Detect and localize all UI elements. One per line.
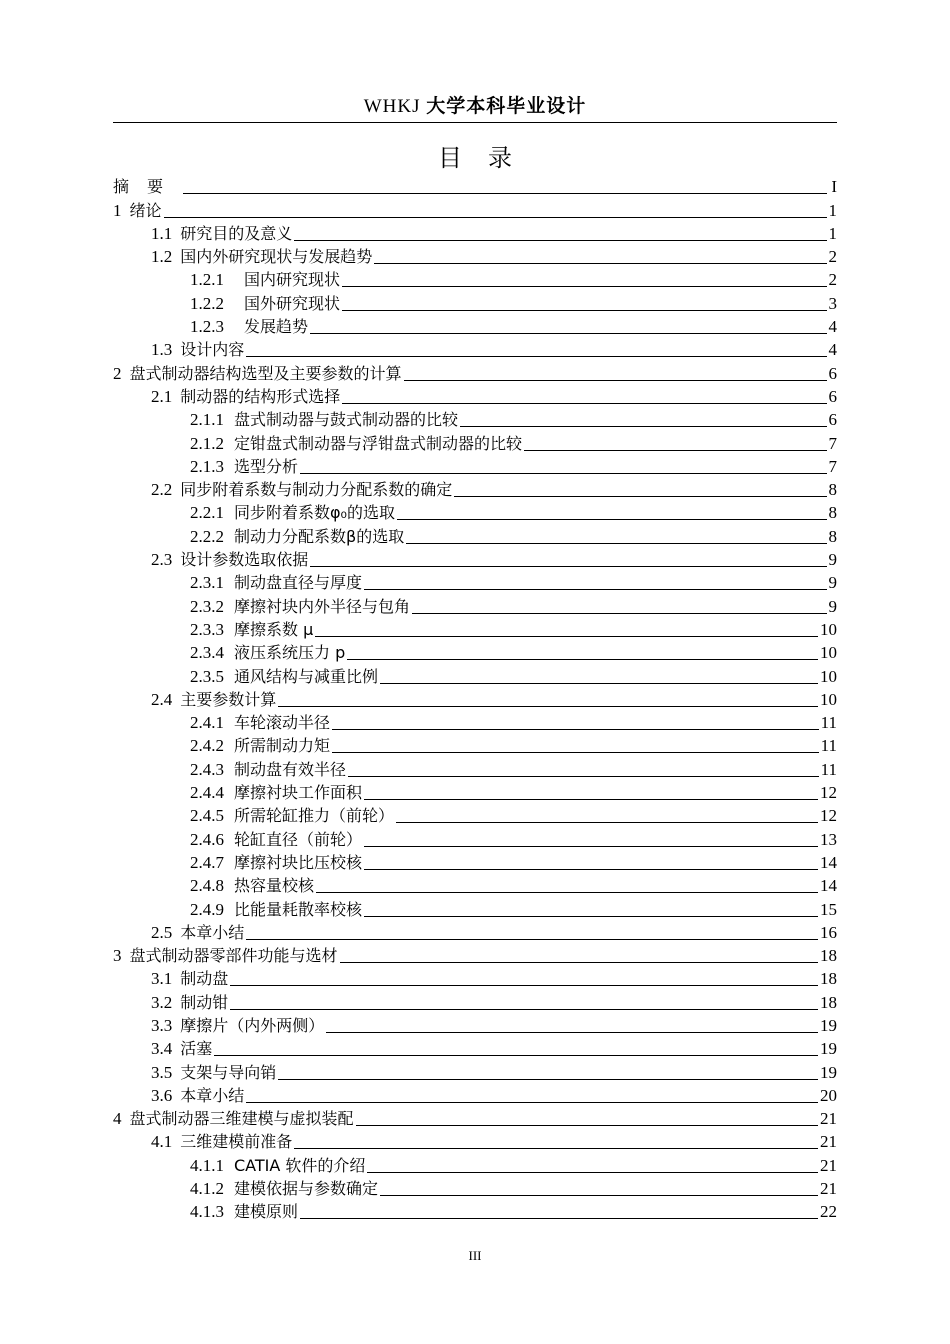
toc-entry[interactable] [113,384,837,407]
toc-entry-label: 国内研究现状 [244,270,341,290]
toc-entry-number: 3.3 [151,1015,173,1035]
toc-entry-number: 2.4 [151,689,173,709]
toc-leader-line [380,682,818,684]
toc-entry-label: 通风结构与减重比例 [234,666,379,686]
toc-entry-label: 设计参数选取依据 [180,550,309,570]
toc-entry[interactable] [113,290,837,313]
toc-entry-number: 2.4.9 [190,899,224,919]
toc-entry-number: 2.1.3 [190,456,224,476]
toc-leader-line [364,868,818,870]
toc-entry[interactable] [113,221,837,244]
toc-entry-page: 12 [820,783,837,803]
toc-entry[interactable] [113,896,837,919]
toc-leader-line [183,192,827,194]
toc-entry-label: 比能量耗散率校核 [234,899,363,919]
toc-entry[interactable] [113,593,837,616]
toc-entry-page: 15 [820,899,837,919]
toc-leader-line [348,775,819,777]
toc-entry-label: 设计内容 [180,340,245,360]
toc-entry-label: 摩擦系数 μ [234,619,314,639]
toc-leader-line [524,449,826,451]
toc-leader-line [300,472,826,474]
toc-entry-number: 1.2.1 [190,270,224,290]
toc-entry-page: I [831,177,837,197]
toc-leader-line [406,542,826,544]
toc-entry[interactable] [113,407,837,430]
toc-entry-page: 8 [828,526,837,546]
toc-entry-page: 18 [820,946,837,966]
toc-entry-page: 6 [828,410,837,430]
toc-entry-number: 3.4 [151,1039,173,1059]
toc-entry-number: 2.4.1 [190,713,224,733]
toc-entry[interactable] [113,989,837,1012]
toc-entry-page: 19 [820,1039,837,1059]
toc-entry-label: 车轮滚动半径 [234,713,331,733]
toc-entry-label: 同步附着系数与制动力分配系数的确定 [180,480,453,500]
toc-entry-page: 7 [828,433,837,453]
toc-entry-page: 9 [828,550,837,570]
toc-entry-page: 21 [820,1179,837,1199]
toc-entry[interactable] [113,570,837,593]
toc-leader-line [396,821,818,823]
toc-entry-number: 3.6 [151,1085,173,1105]
toc-entry-label: 制动器的结构形式选择 [180,386,341,406]
toc-entry-label: 摘要 [113,177,182,197]
toc-entry-number: 2.4.8 [190,876,224,896]
toc-entry-page: 19 [820,1015,837,1035]
toc-entry-number: 1.2.3 [190,317,224,337]
toc-entry-page: 10 [820,619,837,639]
toc-entry-number: 2.2 [151,480,173,500]
toc-entry-label: 热容量校核 [234,876,315,896]
toc-entry[interactable] [113,197,837,220]
toc-leader-line [364,845,818,847]
toc-leader-line [380,1194,818,1196]
toc-entry-number: 1 [113,200,122,220]
toc-leader-line [404,379,827,381]
toc-entry-number: 1.2.2 [190,293,224,313]
toc-entry-label: 摩擦衬块工作面积 [234,783,363,803]
toc-entry-number: 3.2 [151,992,173,1012]
toc-entry[interactable] [113,710,837,733]
toc-entry-number: 2.4.3 [190,759,224,779]
toc-entry[interactable] [113,943,837,966]
toc-entry-number: 2.3 [151,550,173,570]
toc-entry-label: 液压系统压力 p [234,643,346,663]
toc-entry-page: 2 [828,270,837,290]
toc-entry[interactable] [113,1106,837,1129]
toc-entry-page: 14 [820,852,837,872]
toc-leader-line [315,635,818,637]
toc-entry-page: 11 [820,736,837,756]
toc-entry-page: 16 [820,922,837,942]
toc-entry-label: 轮缸直径（前轮） [234,829,363,849]
toc-entry-page: 10 [820,643,837,663]
toc-entry[interactable] [113,1059,837,1082]
toc-entry-number: 2.4.2 [190,736,224,756]
toc-entry-page: 7 [828,456,837,476]
toc-leader-line [164,216,827,218]
toc-entry-label: 发展趋势 [244,317,309,337]
toc-leader-line [278,1078,818,1080]
toc-entry-number: 2.3.4 [190,643,224,663]
toc-entry-label: 制动盘 [180,969,229,989]
toc-entry-label: 制动盘有效半径 [234,759,347,779]
header-title [364,96,587,117]
toc-entry-page: 9 [828,573,837,593]
toc-entry[interactable] [113,267,837,290]
toc-entry[interactable] [113,687,837,710]
toc-entry-page: 3 [828,293,837,313]
toc-leader-line [342,285,826,287]
toc-leader-line [374,262,826,264]
toc-leader-line [340,961,818,963]
toc-leader-line [310,565,826,567]
toc-leader-line [246,355,826,357]
toc-leader-line [397,518,827,520]
toc-entry[interactable] [113,523,837,546]
toc-entry[interactable] [113,430,837,453]
toc-entry[interactable] [113,1176,837,1199]
toc-entry-page: 2 [828,247,837,267]
toc-entry-number: 4.1.1 [190,1155,224,1175]
toc-entry-number: 2.3.2 [190,596,224,616]
toc-entry[interactable] [113,1013,837,1036]
header-cjk: 大学本科毕业设计 [426,95,587,117]
toc-entry-page: 8 [828,503,837,523]
toc-entry-page: 21 [820,1155,837,1175]
toc-entry[interactable] [113,500,837,523]
toc-entry-label: 国外研究现状 [244,293,341,313]
toc-entry[interactable] [113,966,837,989]
toc-entry[interactable] [113,244,837,267]
toc-leader-line [356,1124,818,1126]
toc-entry[interactable] [113,314,837,337]
toc-entry-label: 本章小结 [180,922,245,942]
toc-entry-number: 3.5 [151,1062,173,1082]
toc-entry-page: 10 [820,689,837,709]
toc-entry-label: 盘式制动器零部件功能与选材 [129,946,338,966]
toc-entry-label: 活塞 [180,1039,213,1059]
toc-leader-line [214,1054,818,1056]
toc-leader-line [342,402,826,404]
toc-entry[interactable] [113,850,837,873]
toc-entry-number: 1.3 [151,340,173,360]
toc-entry-label: 建模原则 [234,1202,299,1222]
toc-entry-page: 22 [820,1202,837,1222]
toc-entry-page: 19 [820,1062,837,1082]
toc-entry-page: 13 [820,829,837,849]
toc-entry[interactable] [113,780,837,803]
toc-entry[interactable] [113,360,837,383]
toc-leader-line [454,495,826,497]
toc-entry-page: 20 [820,1085,837,1105]
toc-entry-number: 2.2.2 [190,526,224,546]
toc-leader-line [316,891,818,893]
toc-entry-label: 同步附着系数φ₀的选取 [234,503,395,523]
toc-leader-line [342,309,826,311]
toc-entry-number: 2 [113,363,122,383]
page-header [113,92,837,123]
toc-entry[interactable] [113,617,837,640]
toc-entry-number: 4 [113,1109,122,1129]
toc-title: 目录 [438,144,538,172]
toc-entry-label: 盘式制动器三维建模与虚拟装配 [129,1109,354,1129]
toc-entry[interactable] [113,1199,837,1222]
toc-entry-label: 主要参数计算 [180,689,277,709]
toc-leader-line [460,425,826,427]
toc-entry-page: 11 [820,759,837,779]
toc-entry-number: 4.1.3 [190,1202,224,1222]
toc-entry-number: 4.1.2 [190,1179,224,1199]
toc-entry-page: 11 [820,713,837,733]
toc-entry-page: 14 [820,876,837,896]
toc-entry-page: 18 [820,992,837,1012]
toc-entry[interactable] [113,1036,837,1059]
toc-entry-number: 2.3.5 [190,666,224,686]
toc-leader-line [230,984,818,986]
toc-entry-page: 21 [820,1132,837,1152]
toc-leader-line [230,1008,818,1010]
toc-leader-line [364,915,818,917]
toc-entry-number: 1.2 [151,247,173,267]
toc-entry-number: 2.1.2 [190,433,224,453]
toc-entry-number: 2.4.7 [190,852,224,872]
toc-entry-number: 2.5 [151,922,173,942]
toc-leader-line [364,588,826,590]
toc-entry-number: 1.1 [151,223,173,243]
toc-entry-page: 8 [828,480,837,500]
toc-entry-label: 定钳盘式制动器与浮钳盘式制动器的比较 [234,433,523,453]
toc-entry-label: 研究目的及意义 [180,223,293,243]
toc-entry-number: 2.3.1 [190,573,224,593]
toc-entry[interactable] [113,174,837,197]
toc-leader-line [367,1171,818,1173]
toc-entry-label: 制动钳 [180,992,229,1012]
toc-entry[interactable] [113,826,837,849]
toc-entry-label: 所需轮缸推力（前轮） [234,806,395,826]
toc-entry[interactable] [113,1152,837,1175]
toc-entry-page: 12 [820,806,837,826]
toc-leader-line [412,612,826,614]
toc-entry-label: 制动力分配系数β的选取 [234,526,405,546]
toc-entry-label: 本章小结 [180,1085,245,1105]
toc-entry-page: 9 [828,596,837,616]
toc-entry-label: 绪论 [129,200,162,220]
toc-entry-page: 4 [828,317,837,337]
toc-entry-page: 6 [828,386,837,406]
toc-leader-line [300,1217,818,1219]
toc-entry-page: 1 [828,200,837,220]
toc-entry-label: 摩擦衬块比压校核 [234,852,363,872]
toc-entry[interactable] [113,873,837,896]
toc-leader-line [294,1147,818,1149]
toc-entry-label: 盘式制动器结构选型及主要参数的计算 [129,363,402,383]
toc-leader-line [332,728,819,730]
toc-leader-line [246,1101,818,1103]
toc-entry[interactable] [113,477,837,500]
toc-entry-number: 2.3.3 [190,619,224,639]
toc-entry[interactable] [113,733,837,756]
toc-entry-label: 选型分析 [234,456,299,476]
toc-entry-number: 2.4.4 [190,783,224,803]
toc-entry-number: 2.4.5 [190,806,224,826]
toc-leader-line [246,938,818,940]
table-of-contents [113,174,837,1222]
toc-entry-label: 支架与导向销 [180,1062,277,1082]
toc-leader-line [294,239,826,241]
toc-entry-label: 建模依据与参数确定 [234,1179,379,1199]
toc-entry-page: 6 [828,363,837,383]
toc-leader-line [364,798,818,800]
toc-entry-label: 制动盘直径与厚度 [234,573,363,593]
toc-leader-line [310,332,826,334]
toc-entry-page: 21 [820,1109,837,1129]
toc-entry[interactable] [113,663,837,686]
toc-entry[interactable] [113,640,837,663]
toc-entry-page: 4 [828,340,837,360]
toc-entry-page: 10 [820,666,837,686]
toc-entry-label: 摩擦衬块内外半径与包角 [234,596,411,616]
toc-entry[interactable] [113,1129,837,1152]
toc-entry[interactable] [113,1083,837,1106]
toc-leader-line [347,658,818,660]
toc-entry-number: 2.4.6 [190,829,224,849]
toc-entry-label: 国内外研究现状与发展趋势 [180,247,373,267]
toc-entry-label: 三维建模前准备 [180,1132,293,1152]
toc-entry[interactable] [113,454,837,477]
toc-entry-number: 3 [113,946,122,966]
toc-entry-number: 2.2.1 [190,503,224,523]
toc-entry-label: CATIA 软件的介绍 [234,1155,366,1175]
header-latin: WHKJ [363,96,421,117]
toc-entry[interactable] [113,803,837,826]
toc-entry-number: 2.1 [151,386,173,406]
toc-leader-line [326,1031,818,1033]
toc-entry-label: 所需制动力矩 [234,736,331,756]
toc-entry-label: 盘式制动器与鼓式制动器的比较 [234,410,459,430]
toc-entry[interactable] [113,920,837,943]
toc-entry[interactable] [113,337,837,360]
toc-entry-page: 18 [820,969,837,989]
toc-leader-line [332,751,819,753]
page-footer-number: III [468,1248,482,1263]
toc-leader-line [278,705,818,707]
toc-entry-number: 3.1 [151,969,173,989]
toc-entry-number: 4.1 [151,1132,173,1152]
toc-entry-page: 1 [828,223,837,243]
toc-entry-label: 摩擦片（内外两侧） [180,1015,325,1035]
toc-entry[interactable] [113,547,837,570]
toc-entry[interactable] [113,756,837,779]
toc-entry-number: 2.1.1 [190,410,224,430]
